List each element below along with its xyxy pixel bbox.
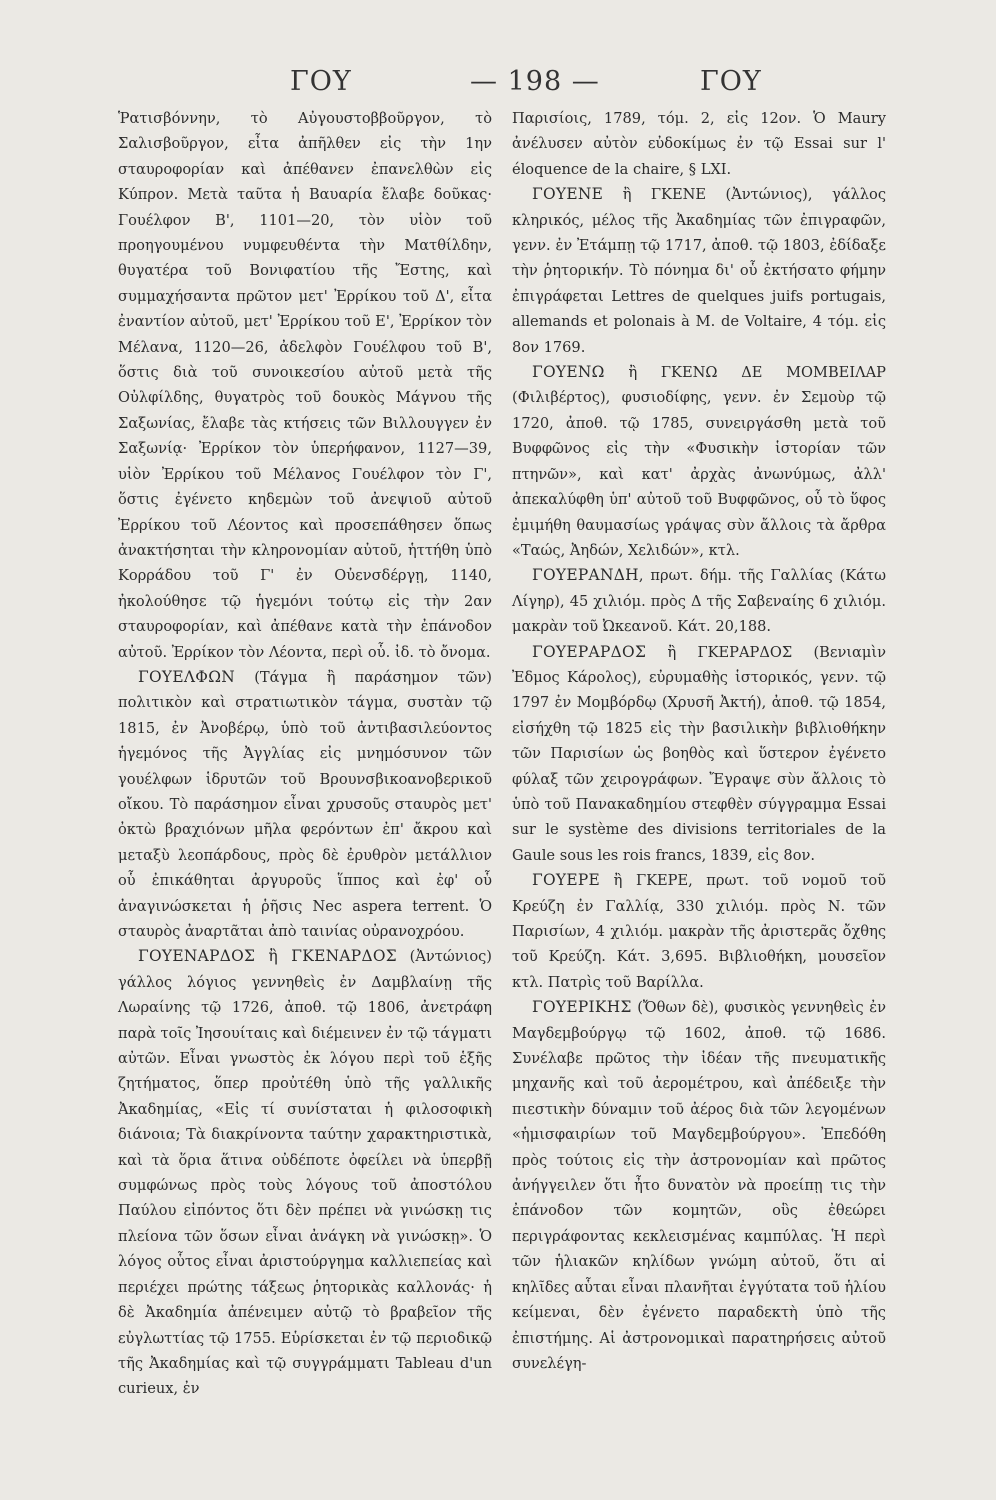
entry	[118, 665, 492, 944]
entry	[512, 995, 886, 1376]
entry-text: (Ἀντώνιος) γάλλος λόγιος γεννηθεὶς ἐν Δαμβλαίνῃ τῆς Λωραίνης τῷ 1726, ἀποθ. τῷ 1806, ἀνετράφη παρὰ τοῖς Ἰησουίταις καὶ διέμεινεν ἐν τῷ τάγματι αὐτῶν. Εἶναι γνωστὸς ἐκ λόγου περὶ τοῦ ἑξῆς ζητήματος, ὅπερ προὐτέθη ὑπὸ τῆς γαλλικῆς Ἀκαδημίας, «Εἰς τί συνίσταται ἡ φιλοσοφικὴ διάνοια; Τὰ διακρίνοντα ταύτην χαρακτηριστικὰ, καὶ τὰ ὅρια ἅτινα οὐδέποτε ὀφείλει νὰ ὑπερβῇ συμφώνως πρὸς τοὺς λόγους τοῦ ἀποστόλου Παύλου εἰπόντος ὅτι δὲν πρέπει νὰ γινώσκῃ τις πλείονα τῶν ὅσων εἶναι ἀνάγκη νὰ γινώσκῃ». Ὁ λόγος οὗτος εἶναι ἀριστούργημα καλλιεπείας καὶ περιέχει πρώτης τάξεως ῥητορικὰς καλλονάς· ἡ δὲ Ἀκαδημία ἀπένειμεν αὐτῷ τὸ βραβεῖον τῆς εὐγλωττίας τῷ 1755. Εὑρίσκεται ἐν τῷ περιοδικῷ τῆς Ἀκαδημίας καὶ τῷ συγγράμματι Tableau d'un curieux, ἐν	[118, 948, 493, 1398]
entry	[512, 360, 886, 563]
entry-headword: ΓΟΥΕΡΕ	[532, 871, 601, 890]
entry	[512, 868, 886, 995]
page-number: — 198 —	[470, 66, 600, 97]
header-left: ΓΟΥ	[290, 66, 352, 97]
entry-text: ἢ ΓΚΕΝΩ ΔΕ ΜΟΜΒΕΙΛΑΡ (Φιλιβέρτος), φυσιοδίφης, γενν. ἐν Σεμοὺρ τῷ 1720, ἀποθ. τῷ 1785, συνειργάσθη μετὰ τοῦ Βυφφῶνος εἰς τὴν «Φυσικὴν ἱστορίαν τῶν πτηνῶν», καὶ κατ' ἀρχὰς ἀνωνύμως, ἀλλ' ἀπεκαλύφθη ὑπ' αὐτοῦ τοῦ Βυφφῶνος, οὗ τὸ ὕφος ἐμιμήθη θαυμασίως γράψας σὺν ἄλλοις τὰ ἄρθρα «Ταώς, Ἀηδών, Χελιδών», κτλ.	[512, 364, 886, 559]
entry-text: Παρισίοις, 1789, τόμ. 2, εἰς 12ον. Ὁ Maury ἀνέλυσεν αὐτὸν εὐδοκίμως ἐν τῷ Essai sur l' éloquence de la chaire, § LXI.	[512, 110, 886, 178]
header-right: ΓΟΥ	[700, 66, 762, 97]
entry-headword: ΓΟΥΕΝΩ	[532, 363, 605, 382]
entry-text: (Τάγμα ἢ παράσημον τῶν) πολιτικὸν καὶ στρατιωτικὸν τάγμα, συστὰν τῷ 1815, ἐν Ἀνοβέρῳ, ὑπὸ τοῦ ἀντιβασιλεύοντος ἡγεμόνος τῆς Ἀγγλίας εἰς μνημόσυνον τῶν γουέλφων ἱδρυτῶν τοῦ Βρουνσβικοανοβερικοῦ οἴκου. Τὸ παράσημον εἶναι χρυσοῦς σταυρὸς μετ' ὀκτὼ βραχιόνων μῆλα φερόντων ἐπ' ἄκρου καὶ μεταξὺ λεοπάρδους, πρὸς δὲ ἐρυθρὸν μετάλλιον οὗ ἐπικάθηται ἀργυροῦς ἵππος καὶ ἐφ' οὗ ἀναγινώσκεται ἡ ῥῆσις Nec aspera terrent. Ὁ σταυρὸς ἀναρτᾶται ἀπὸ ταινίας οὐρανοχρόου.	[118, 668, 492, 940]
entry	[512, 563, 886, 639]
entry-headword: ΓΟΥΕΛΦΩΝ	[138, 667, 236, 686]
left-column	[118, 106, 492, 1402]
entry-text: (Ὄθων δὲ), φυσικὸς γεννηθεὶς ἐν Μαγδεμβούργῳ τῷ 1602, ἀποθ. τῷ 1686. Συνέλαβε πρῶτος τὴν ἰδέαν τῆς πνευματικῆς μηχανῆς καὶ τοῦ ἀερομέτρου, καὶ ἀπέδειξε τὴν πιεστικὴν δύναμιν τοῦ ἀέρος διὰ τῶν λεγομένων «ἡμισφαιρίων τοῦ Μαγδεμβούργου». Ἐπεδόθη πρὸς τούτοις εἰς τὴν ἀστρονομίαν καὶ πρῶτος ἀνήγγειλεν ὅτι ἦτο δυνατὸν νὰ προείπῃ τις τὴν ἐπάνοδον τῶν κομητῶν, οὓς ἐθεώρει περιγράφοντας κεκλεισμένας καμπύλας. Ἡ περὶ τῶν ἡλιακῶν κηλίδων γνώμη αὐτοῦ, ὅτι αἱ κηλῖδες αὗται εἶναι πλανῆται ἐγγύτατα τοῦ ἡλίου κείμεναι, δὲν ἐγένετο παραδεκτὴ ὑπὸ τῆς ἐπιστήμης. Αἱ ἀστρονομικαὶ παρατηρήσεις αὐτοῦ συνελέγη-	[512, 999, 886, 1372]
entry-headword: ΓΟΥΕΡΙΚΗΣ	[532, 998, 632, 1017]
entry-text: Ῥατισβόννην, τὸ Αὐγουστοββοῦργον, τὸ Σαλισβοῦργον, εἶτα ἀπῆλθεν εἰς τὴν 1ην σταυροφορίαν καὶ ἀπέθανεν ἐπανελθὼν εἰς Κύπρον. Μετὰ ταῦτα ἡ Βαυαρία ἔλαβε δοῦκας· Γουέλφον Β', 1101—20, τὸν υἱὸν τοῦ προηγουμένου νυμφευθέντα τὴν Ματθίλδην, θυγατέρα τοῦ Βονιφατίου τῆς Ἔστης, καὶ συμμαχήσαντα πρῶτον μετ' Ἐρρίκου τοῦ Δ', εἶτα ἐναντίον αὐτοῦ, μετ' Ἐρρίκου τοῦ Ε', Ἐρρίκον τὸν Μέλανα, 1120—26, ἀδελφὸν Γουέλφου τοῦ Β', ὅστις διὰ τοῦ συνοικεσίου αὐτοῦ μετὰ τῆς Οὐλφίλδης, θυγατρὸς τοῦ δουκὸς Μάγνου τῆς Σαξωνίας, ἔλαβε τὰς κτήσεις τῶν Βιλλουγγεν ἐν Σαξωνίᾳ· Ἐρρίκον τὸν ὑπερήφανον, 1127—39, υἱὸν Ἐρρίκου τοῦ Μέλανος Γουέλφον τὸν Γ', ὅστις ἐγένετο κηδεμὼν τοῦ ἀνεψιοῦ αὐτοῦ Ἐρρίκου τοῦ Λέοντος καὶ προσεπάθησεν ὅπως ἀνακτήσηται τὴν κληρονομίαν αὐτοῦ, ἡττήθη ὑπὸ Κορράδου τοῦ Γ' ἐν Οὐενσδέργῃ, 1140, ἠκολούθησε τῷ ἡγεμόνι τούτῳ εἰς τὴν 2αν σταυροφορίαν, καὶ ἀπέθανε κατὰ τὴν ἐπάνοδον αὐτοῦ. Ἐρρίκον τὸν Λέοντα, περὶ οὗ. ἰδ. τὸ ὄνομα.	[118, 110, 492, 661]
entry-continuation	[512, 106, 886, 182]
running-header	[118, 66, 888, 102]
entry-headword: ΓΟΥΕΝΑΡΔΟΣ ἢ ΓΚΕΝΑΡΔΟΣ	[138, 947, 397, 966]
entry-text: , πρωτ. δήμ. τῆς Γαλλίας (Κάτω Λίγηρ), 45 χιλιόμ. πρὸς Δ τῆς Σαβεναίης 6 χιλιόμ. μακρὰν τοῦ Ὠκεανοῦ. Κάτ. 20,188.	[512, 567, 886, 636]
entry-headword: ΓΟΥΕΡΑΝΔΗ	[532, 566, 639, 585]
entry-continuation	[118, 106, 492, 665]
entry-headword: ΓΟΥΕΝΕ	[532, 185, 604, 204]
entry-headword: ΓΟΥΕΡΑΡΔΟΣ	[532, 642, 647, 661]
right-column	[512, 106, 886, 1376]
entry-text: ἢ ΓΚΕΡΕ, πρωτ. τοῦ νομοῦ τοῦ Κρεύζη ἐν Γαλλίᾳ, 330 χιλιόμ. πρὸς Ν. τῶν Παρισίων, 4 χιλιόμ. μακρὰν τῆς ἀριστερᾶς ὄχθης τοῦ Κρεύζη. Κάτ. 3,695. Βιβλιοθήκη, μουσεῖον κτλ. Πατρὶς τοῦ Βαρίλλα.	[512, 872, 886, 991]
entry-text: ἢ ΓΚΕΡΑΡΔΟΣ (Βενιαμὶν Ἐδμος Κάρολος), εὐρυμαθὴς ἱστορικός, γενν. τῷ 1797 ἐν Μομβόρδῳ (Χρυσῆ Ἀκτή), ἀποθ. τῷ 1854, εἰσήχθη τῷ 1825 εἰς τὴν βασιλικὴν βιβλιοθήκην τῶν Παρισίων ὡς βοηθὸς καὶ ὕστερον ἐγένετο φύλαξ τῶν χειρογράφων. Ἔγραψε σὺν ἄλλοις τὸ ὑπὸ τοῦ Πανακαδημίου στεφθὲν σύγγραμμα Essai sur le système des divisions territoriales de la Gaule sous les rois francs, 1839, εἰς 8ον.	[512, 643, 886, 864]
entry-text: ἢ ΓΚΕΝΕ (Ἀντώνιος), γάλλος κληρικός, μέλος τῆς Ἀκαδημίας τῶν ἐπιγραφῶν, γενν. ἐν Ἐτάμπῃ τῷ 1717, ἀποθ. τῷ 1803, ἐδίδαξε τὴν ῥητορικήν. Τὸ πόνημα δι' οὗ ἐκτήσατο φήμην ἐπιγράφεται Lettres de quelques juifs portugais, allemands et polonais à M. de Voltaire, 4 τόμ. εἰς 8ον 1769.	[512, 186, 886, 356]
entry	[512, 182, 886, 360]
entry	[118, 944, 492, 1401]
entry	[512, 640, 886, 869]
